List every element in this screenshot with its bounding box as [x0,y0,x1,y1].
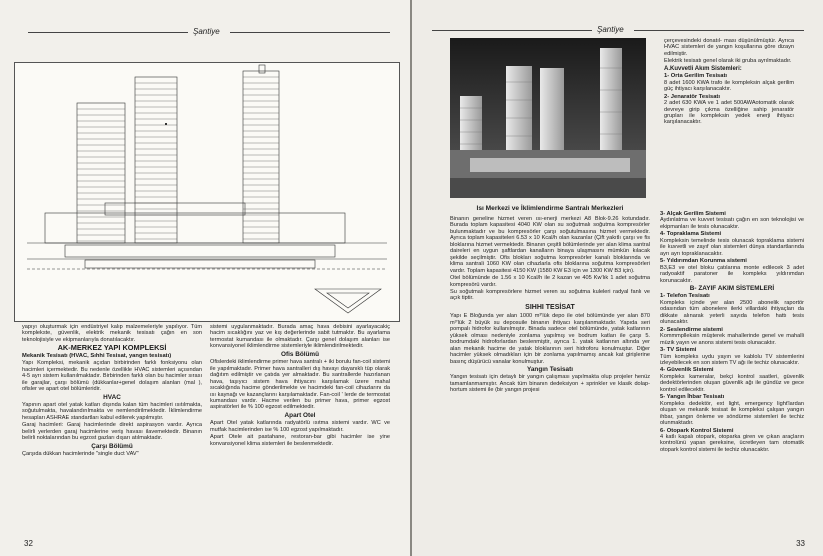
paragraph: Kommmplleksin müşterek mahallerinde genel ve mahalli müzik yayın ve anons sistemi tesis olunacaktır. [660,333,804,346]
paragraph: Yapının apart otel yatak katları dışında kalan tüm hacimleri ısıtılmakta, soğutulmakta, havalandırılmakta ve nemlendirilmektedir. İklimlendirme hesapları ASHRAE standartları kabul edilerek yapılmıştır. [22,401,202,421]
right-page [412,0,823,556]
left-header: Şantiye [193,27,220,36]
paragraph: Su soğutmalı kompresörlere hizmet veren su soğutma kuleleri radyal fanlı ve açık tiptir. [450,288,650,302]
right-header: Şantiye [597,25,624,34]
building-section-drawing [14,62,400,322]
item-heading: 6- Otopark Kontrol Sistemi [660,427,734,434]
section-heading: SIHHI TESİSAT [525,303,575,311]
left-column-2 [210,324,390,448]
item-heading: 4- Güvenlik Sistemi [660,367,714,374]
header-rule [432,30,592,31]
paragraph: Yapı Kompleksi, mekanik açıdan birbirinden farklı fonksiyonu olan hacimleri içermektedir. Bu nedenle özellikle HVAC sistemleri açısından 4-5 ayrı sistem kullanılmaktadır. Birbirinden farklı olan bu hacimler sırası ile garajlar, çarşı bölümü (dükkanlar+genel dolaşım alanları (mal ), ofisler ve apart otel bölümleridir. [22,360,202,393]
paragraph: Ofislerdeki iklimlendirme primer hava santralı + iki borulu fan-coil sistemi ile yapılmaktadır. Primer hava santralleri dış havayı dayanıklı tüp olarak dağıtım edilmiştir ve çatıda yer almaktadır. Bu santrallerde hazırlanan hava, taşıyıcı sistem hava ihtiyacını karşılamak üzere mahal sıcaklığında hacime gönderilmekte ve hacimdeki fan-coil cihazlarını da ısı kaynağı ve kazançlarını karşılamaktadır. Fan-coil ' lerde de termostat kumandası vardır. Hacme verilen bu primer hava, primer egzost aspiratörleri ile % 100 egzost edilmektedir. [210,359,390,411]
left-column-1 [22,324,202,459]
item-heading: 4- Topraklama Sistemi [660,231,722,238]
subheading: Mekanik Tesisatı (HVAC, Sıhhi Tesisat, yangın tesisatı) [22,352,172,359]
paragraph: Garaj hacimleri: Garaj hacimlerinde direkt aspirasyon vardır. Ayrıca belirli yerlerden garaj hacimlerine veriş havası ilavemektedir. Binanın belirli noktalarından bu egzost gazları dışarı atılmaktadır. [22,422,202,442]
paragraph: Kompleks kameralar, bekçi kontrol saatleri, güvenlik dedektörlerinden oluşan güvenlik ağı ile gündüz ve gece kontrol edilecektir. [660,373,804,393]
section-heading: AK-MERKEZ YAPI KOMPLEKSİ [57,343,167,353]
item-heading: 5- Yangın İhbar Tesisatı [660,394,725,401]
section-heading: Yangın Tesisatı [526,365,574,373]
section-heading: A.Kuvvetli Akım Sistemleri: [664,65,742,72]
section-drawing-svg [15,63,399,321]
paragraph: 4 katlı kapalı otopark, otoparka giren ve çıkan araçların kontrolünü yapan gereksine, ücretleyen tam otomatik otopark kontrol sistemi ile techiz olunacaktır. [660,433,804,453]
paragraph: Yapı E Bloğunda yer alan 1000 m³'lük depo ile otel bölümünde yer alan 870 m³'lük 2 büyük su deposuile binanın ihtiyacı karşılanmaktadır. Yapıda seri pompalı hidrofor kullanılmıştır. Binada sadece otel bölümünde, yatak katlarının yüksek olması nedeniyle zonlama yapılmış ve bodrum katları ile çarşı 5. bodrumdaki hidroforlardan beslenmiştir, ayrıca 1. yatak katlarının altında yer alan mekanik hacime de yatak bloklarının seri hidroforu konulmuştur. Diğer hacimler yüksek olmadıkları için bir zonlama yapılmamış ancak kat girişlerine basınç düşürücü vanalar konulmuştur. [450,313,650,365]
section-heading: Ofis Bölümü [281,350,319,358]
photo-caption: Isı Merkezi ve İklimlendirme Santralı Merkezleri [476,205,624,212]
item-heading: 2- Jenaratör Tesisatı [664,93,720,100]
paragraph: Çarşıda dükkan hacimlerinde "single duct VAV" [22,451,139,458]
section-heading: HVAC [103,393,121,401]
header-rule [28,32,188,33]
header-rule [634,30,804,31]
paragraph: 8 adet 1600 KWA trafo ile kompleksin alçak gerilim güç ihtiyacı karşılanacaktır. [664,79,794,93]
paragraph: Tüm kompleks uydu yayın ve kablolu TV sistemlerini izleyebilecek en son sistem TV ağı ile techiz olunacaktır. [660,353,804,366]
paragraph: 2 adet 630 KWA ve 1 adet 500AWAotomatik olarak devreye girip çıkma özelliğine sahip jenaratör grupları ile kompleksin yedek enerji ihtiyacı karşılanacaktır. [664,100,794,126]
item-heading: 3- TV Sistemi [660,347,697,354]
page-number: 32 [24,539,33,548]
left-page [0,0,410,556]
paragraph: Apart Otel yatak katlarında radyatörlü ısıtma sistemi vardır. WC ve mutfak hacimlerinden ise % 100 egzost yapılmaktadır. [210,420,390,433]
item-heading: 1- Telefon Tesisatı [660,293,710,300]
paragraph: yapıyı oluşturmak için endüstriyel kalıp malzemeleriyle yapılıyor. Tüm komplekste, güvenlik, elektrik mekanik tesisatı çağın en son teknolojisiyle ve ekipmanlarıyla donatılacaktır. [22,324,202,343]
item-heading: 5- Yıldırımdan Korunma sistemi [660,258,747,265]
paragraph: Kompleks içinde yer alan 2500 abonelik raportör odasından tüm abonelere ilerki villardaki ihtiyaçları da dikkate alınarak yeterli sayıda telefon hattı tesis olunacaktır. [660,299,804,326]
paragraph: Kompleks dedektör, ext light, emergency light'lardan oluşan ve mekanik tesisat ile kompleksi çalışan yangın ihbar, yangın önleme ve söndürme sistemleri ile techiz olunmaktadır. [660,400,804,427]
item-heading: 3- Alçak Gerilim Sistemi [660,211,726,217]
page-number: 33 [796,539,805,548]
section-heading: Çarşı Bölümü [91,442,133,450]
item-heading: 1- Orta Gerilim Tesisatı [664,73,728,80]
paragraph: Elektrik tesisatı genel olarak iki gruba ayrılmaktadır. [664,58,792,65]
towers-photo [450,38,646,198]
right-column-1 [450,216,650,395]
paragraph: Yangın tesisatı için detaylı bir yangın çalışması yapılmakta olup projeler henüz tamamlanmamıştır. Ancak tüm binanın dedeksiyon + sprinkler ve klasik dolap-hortum sistemi ile (bir yangın projesi [450,374,650,394]
paragraph: Otel bölümünde de 1.56 x 10 Kcal/h ile 2 kazan ve 405 Kw'lık 1 adet soğutma kompresörü vardır. [450,275,650,288]
section-heading: Apart Otel [284,411,316,419]
item-heading: 2- Seslendirme sistemi [660,326,723,333]
paragraph: sistemi uygulanmaktadır. Burada amaç hava debisini ayarlayacakiç hacim sıcaklığını yaz ve kış değerlerinde sabit tutmaktır. Bu ayarlama termostat kumandası ile olmaktadır. Çarşı genel dolaşım alanları ise konvansiyonel iklimlendirme sistemleriyle iklimlendirilmektedir. [210,324,390,350]
paragraph: çerçevesindeki donatıl- ması düşünülmüştür. Ayrıca HVAC sistemleri de yangın koşullarına göre dizayn edilmiştir. [664,38,794,57]
paragraph: B3,E3 ve otel bloku çatılarına monte edilecek 3 adet radyoaktif paratoner ile kompleks yıldırımdan korunacaktır. [660,264,804,284]
right-column-2b [660,210,804,454]
paragraph: Kompleksin temelinde tesis olunacak topraklama sistemi ile kuvvetli ve zayıf olan sistemleri dünya standartlarında ayrı ayrı topraklanacaktır. [660,237,804,257]
paragraph: Aydınlatma ve kuvvet tesisatı çağın en son teknolojisi ve ekipmanları ile tesis olunacaktır. [660,217,804,230]
header-rule [230,32,390,33]
section-heading: B- ZAYIF AKIM SİSTEMLERİ [689,284,775,292]
paragraph: Binanın geneline hizmet veren ısı-enerji merkezi A8 Blok-9.26 kotundadır. Burada toplam kapasitesi 4040 KW olan su soğutmalı soğutma kompresörler bulunmaktadır ve bu kompresörler çarşı soğutulmasına hizmet vermektedir. Ayrıca toplam kapasiteleri 6.53 x 10 Kcal/h olan kazanlar (Çift yakıtlı çarşı ve fis bloklarına hizmet vermektedir. Binanın çeşitli bölümlerinde yer alan klima santral daireleri en uygun şaftlardan kanalların binaya ulaşmasını mümkün kılacak şekilde seçilmiştir. Ofis blokları soğutma kompresörler kanalı bloklarında ve klima santrali 1060 KW olan cihazlarla ofis bloklarına soğutma kompresörleri vardır. Toplam kapasitesi 4150 KW (1580 KW E3 için ve 1300 KW B3 için). [450,216,650,274]
right-column-2 [664,38,794,127]
paragraph: Apart Otele ait pastahane, restoran-bar gibi hacimler ise yine konvansiyonel klima sistemleri ile beslenmektedir. [210,434,390,447]
